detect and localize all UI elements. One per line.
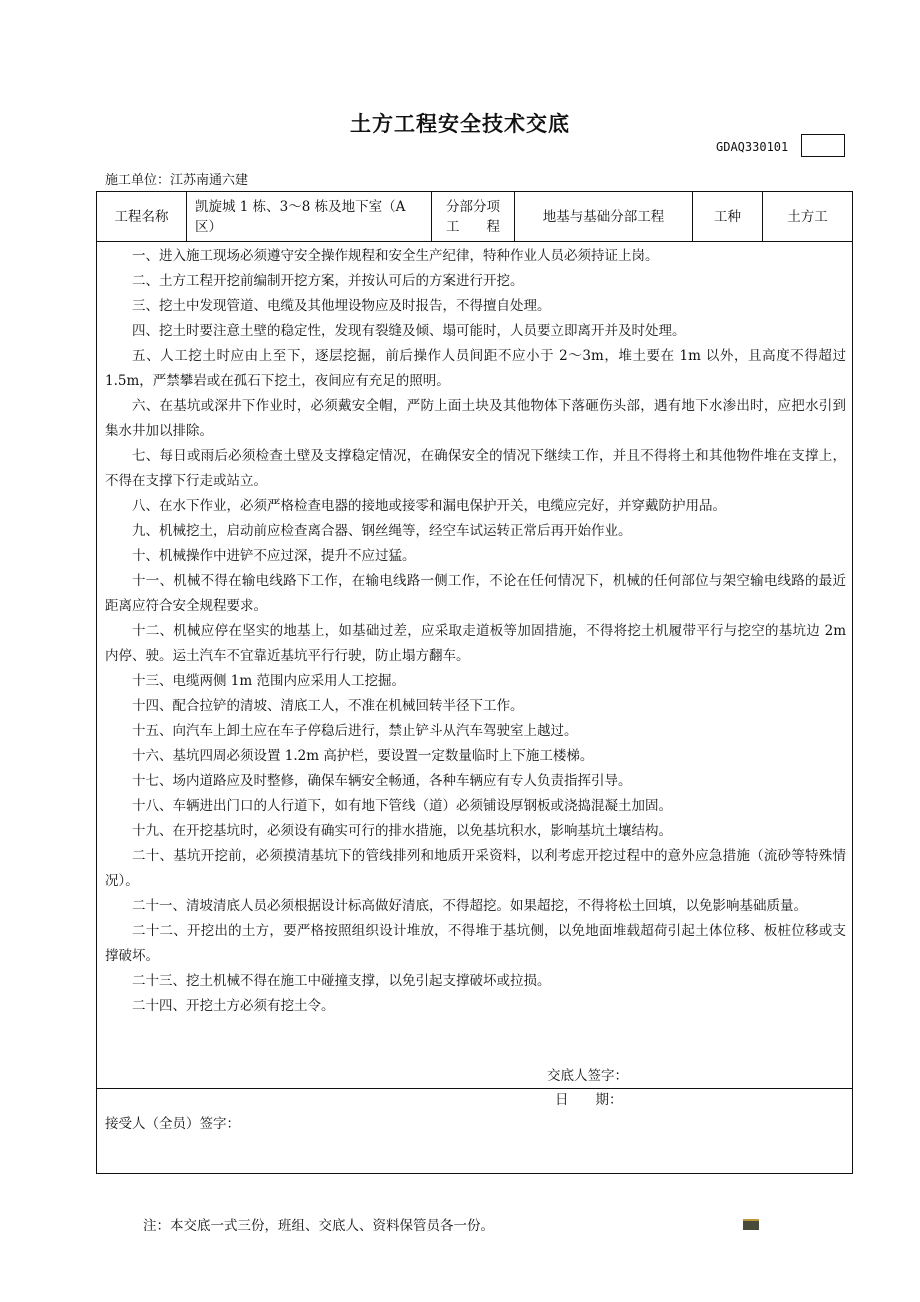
sub-project-value: 地基与基础分部工程: [515, 192, 693, 241]
trade-value: 土方工: [787, 208, 828, 225]
disclosure-table: [96, 191, 853, 1174]
document-code: GDAQ330101: [716, 140, 789, 154]
item-24: 二十四、开挖土方必须有挖土令。: [132, 998, 335, 1014]
item-6: 六、在基坑或深井下作业时，必须戴安全帽，严防上面土块及其他物体下落砸伤头部，遇有地下水渗出时，应把水引到集水井加以排除。: [105, 398, 846, 439]
project-name-label: 工程名称: [97, 192, 187, 241]
item-14: 十四、配合拉铲的清坡、清底工人，不准在机械回转半径下工作。: [132, 698, 524, 714]
construction-unit: 施工单位：江苏南通六建: [105, 173, 249, 188]
item-1: 一、进入施工现场必须遵守安全操作规程和安全生产纪律，特种作业人员必须持证上岗。: [132, 248, 659, 264]
corner-mark-icon: [743, 1219, 759, 1230]
item-13: 十三、电缆两侧 1m 范围内应采用人工挖掘。: [132, 673, 405, 689]
footer-note: 注：本交底一式三份，班组、交底人、资料保管员各一份。: [143, 1218, 494, 1234]
item-19: 十九、在开挖基坑时，必须设有确实可行的排水措施，以免基坑积水，影响基坑土壤结构。: [132, 823, 672, 839]
item-21: 二十一、清坡清底人员必须根据设计标高做好清底，不得超挖。如果超挖，不得将松土回填，以免影响基础质量。: [132, 898, 807, 914]
item-3: 三、挖土中发现管道、电缆及其他埋设物应及时报告，不得擅自处理。: [132, 298, 551, 314]
sub-project-label: [432, 192, 515, 241]
date-label: 日 期：: [555, 1092, 623, 1108]
item-4: 四、挖土时要注意土壁的稳定性，发现有裂缝及倾、塌可能时，人员要立即离开并及时处理。: [132, 323, 686, 339]
item-2: 二、土方工程开挖前编制开挖方案，并按认可后的方案进行开挖。: [132, 273, 524, 289]
item-10: 十、机械操作中进铲不应过深，提升不应过猛。: [132, 548, 416, 564]
item-7: 七、每日或雨后必须检查土壁及支撑稳定情况，在确保安全的情况下继续工作，并且不得将土和其他物件堆在支撑上，不得在支撑下行走或站立。: [105, 448, 846, 489]
trade-label: 工种: [693, 192, 763, 241]
item-20: 二十、基坑开挖前，必须摸清基坑下的管线排列和地质开采资料，以利考虑开挖过程中的意外应急措施（流砂等特殊情况）。: [105, 848, 846, 889]
item-23: 二十三、挖土机械不得在施工中碰撞支撑，以免引起支撑破坏或拉损。: [132, 973, 551, 989]
item-12: 十二、机械应停在坚实的地基上，如基础过差，应采取走道板等加固措施，不得将挖土机履带平行与挖空的基坑边 2m 内停、驶。运土汽车不宜靠近基坑平行行驶，防止塌方翻车。: [105, 623, 846, 664]
item-11: 十一、机械不得在输电线路下工作，在输电线路一侧工作，不论在任何情况下，机械的任何部位与架空输电线路的最近距离应符合安全规程要求。: [105, 573, 846, 614]
disclosure-content: [97, 242, 852, 1108]
sub-project-label-line2: 工 程: [446, 218, 500, 235]
receiver-signature-label: 接受人（全员）签字：: [105, 1116, 240, 1132]
item-5: 五、人工挖土时应由上至下，逐层挖掘，前后操作人员间距不应小于 2～3m，堆土要在 1m 以外，且高度不得超过 1.5m，严禁攀岩或在孤石下挖土，夜间应有充足的照明。: [105, 348, 846, 389]
sub-project-label-line1: 分部分项: [446, 198, 500, 215]
item-8: 八、在水下作业，必须严格检查电器的接地或接零和漏电保护开关，电缆应完好，并穿戴防护用品。: [132, 498, 726, 514]
header-row: [97, 192, 852, 242]
item-16: 十六、基坑四周必须设置 1.2m 高护栏，要设置一定数量临时上下施工楼梯。: [132, 748, 594, 764]
item-9: 九、机械挖土，启动前应检查离合器、钢丝绳等，经空车试运转正常后再开始作业。: [132, 523, 632, 539]
document-code-box: [801, 134, 845, 157]
item-15: 十五、向汽车上卸土应在车子停稳后进行，禁止铲斗从汽车驾驶室上越过。: [132, 723, 578, 739]
item-18: 十八、车辆进出门口的人行道下，如有地下管线（道）必须铺设厚钢板或浇捣混凝土加固。: [132, 798, 672, 814]
project-name-value: 凯旋城 1 栋、3～8 栋及地下室（A 区）: [187, 192, 432, 241]
item-17: 十七、场内道路应及时整修，确保车辆安全畅通，各种车辆应有专人负责指挥引导。: [132, 773, 632, 789]
item-22: 二十二、开挖出的土方，要严格按照组织设计堆放，不得堆于基坑侧，以免地面堆载超荷引起土体位移、板桩位移或支撑破坏。: [105, 923, 846, 964]
document-title: 土方工程安全技术交底: [350, 112, 570, 136]
discloser-signature-label: 交底人签字：: [547, 1068, 628, 1084]
